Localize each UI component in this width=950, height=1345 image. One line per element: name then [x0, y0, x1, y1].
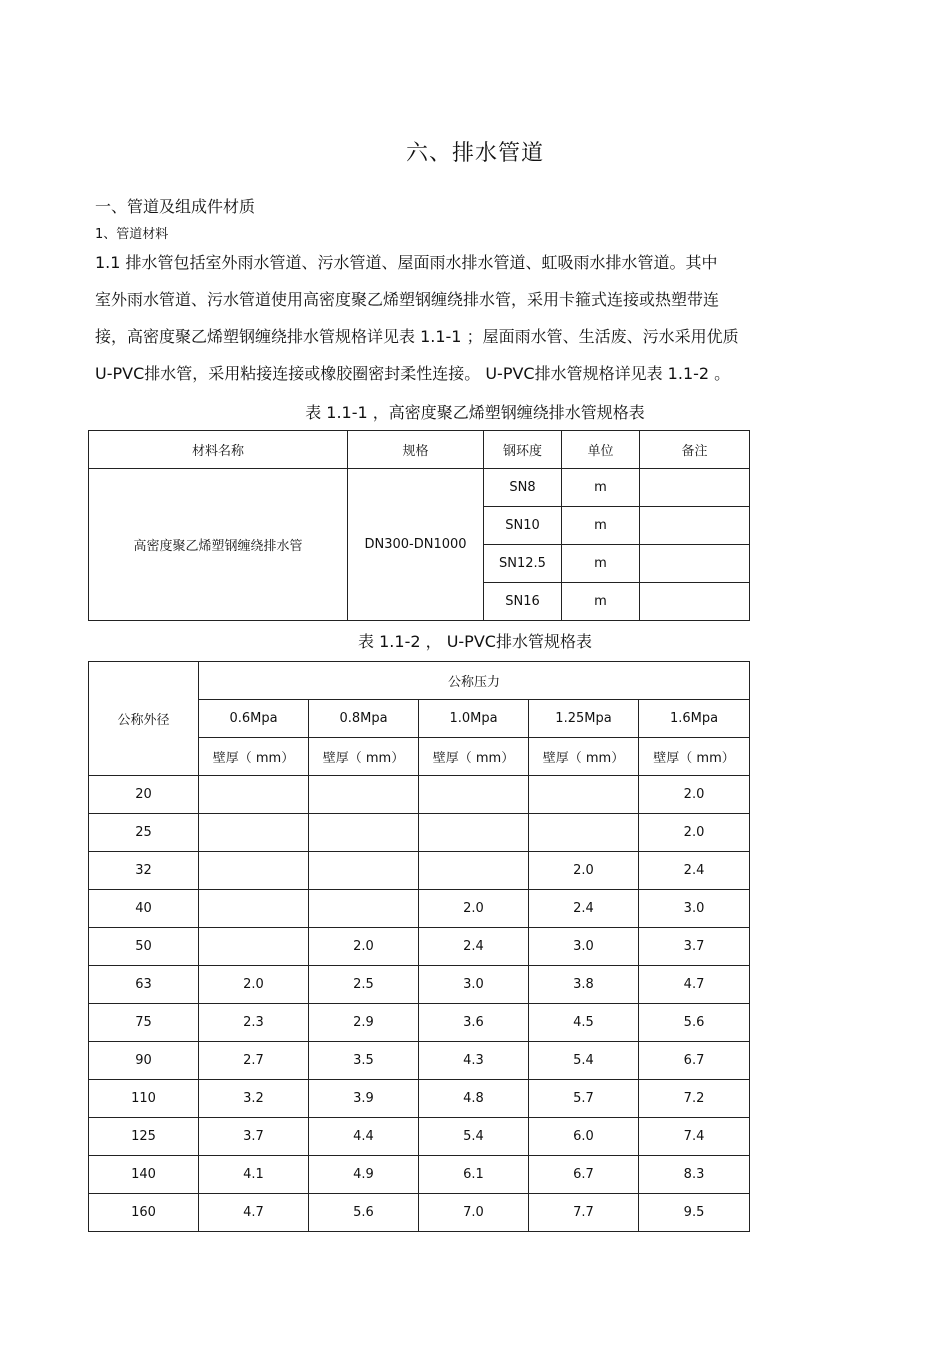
- wall-thickness-cell: 2.0: [639, 814, 750, 852]
- wall-thickness-cell: 4.5: [529, 1004, 639, 1042]
- section-heading: 一、管道及组成件材质: [95, 197, 256, 216]
- outer-diameter-cell: 110: [89, 1080, 199, 1118]
- wall-thickness-cell: 9.5: [639, 1194, 750, 1232]
- wall-thickness-cell: [529, 814, 639, 852]
- wall-thickness-cell: 4.1: [199, 1156, 309, 1194]
- wall-thickness-cell: [199, 776, 309, 814]
- table-row: [89, 776, 750, 814]
- wall-thickness-cell: 2.0: [639, 776, 750, 814]
- wall-thickness-cell: 4.7: [199, 1194, 309, 1232]
- table-row: [89, 1156, 750, 1194]
- table2-caption: 表 1.1-2 ， U-PVC排水管规格表: [358, 632, 592, 651]
- wall-thickness-cell: [419, 814, 529, 852]
- wall-thickness-cell: 7.7: [529, 1194, 639, 1232]
- header-unit: 单位: [562, 431, 640, 469]
- wall-thickness-cell: 6.0: [529, 1118, 639, 1156]
- wall-thickness-cell: 2.4: [529, 890, 639, 928]
- wall-thickness-cell: [309, 890, 419, 928]
- wall-thickness-cell: 6.7: [529, 1156, 639, 1194]
- wall-thickness-cell: 3.9: [309, 1080, 419, 1118]
- wall-thickness-cell: 8.3: [639, 1156, 750, 1194]
- note-cell: [640, 545, 750, 583]
- stiffness-cell: SN16: [484, 583, 562, 621]
- spec-cell: DN300-DN1000: [348, 469, 484, 621]
- table-row: [89, 966, 750, 1004]
- wall-thickness-cell: 7.2: [639, 1080, 750, 1118]
- upvc-pipe-spec-table: [88, 661, 750, 1232]
- wall-thickness-cell: 2.4: [419, 928, 529, 966]
- table-row: [89, 928, 750, 966]
- pressure-header: 1.6Mpa: [639, 700, 750, 738]
- wall-thickness-cell: 4.3: [419, 1042, 529, 1080]
- wall-thickness-cell: 2.9: [309, 1004, 419, 1042]
- wall-thickness-cell: [419, 852, 529, 890]
- wall-thickness-header: 壁厚（ mm）: [529, 738, 639, 776]
- header-material: 材料名称: [89, 431, 348, 469]
- table-row: [89, 852, 750, 890]
- wall-thickness-cell: 4.9: [309, 1156, 419, 1194]
- outer-diameter-cell: 20: [89, 776, 199, 814]
- wall-thickness-cell: [199, 852, 309, 890]
- wall-thickness-cell: 4.8: [419, 1080, 529, 1118]
- paragraph-line: 室外雨水管道、污水管道使用高密度聚乙烯塑钢缠绕排水管，采用卡箍式连接或热塑带连: [95, 290, 720, 309]
- wall-thickness-cell: 2.7: [199, 1042, 309, 1080]
- page-title: 六、排水管道: [405, 141, 544, 166]
- hdpe-pipe-spec-table: [88, 430, 750, 621]
- wall-thickness-cell: 6.7: [639, 1042, 750, 1080]
- wall-thickness-cell: 2.4: [639, 852, 750, 890]
- table1-caption: 表 1.1-1 ，高密度聚乙烯塑钢缠绕排水管规格表: [305, 403, 645, 422]
- wall-thickness-cell: 5.6: [309, 1194, 419, 1232]
- outer-diameter-cell: 63: [89, 966, 199, 1004]
- paragraph-line: 1.1 排水管包括室外雨水管道、污水管道、屋面雨水排水管道、虹吸雨水排水管道。其中: [95, 253, 718, 272]
- wall-thickness-cell: 3.0: [529, 928, 639, 966]
- wall-thickness-cell: [199, 928, 309, 966]
- wall-thickness-cell: [309, 814, 419, 852]
- wall-thickness-cell: [529, 776, 639, 814]
- outer-diameter-cell: 32: [89, 852, 199, 890]
- outer-diameter-cell: 25: [89, 814, 199, 852]
- wall-thickness-cell: [309, 852, 419, 890]
- outer-diameter-cell: 125: [89, 1118, 199, 1156]
- table-header-row: [89, 431, 750, 469]
- wall-thickness-cell: 5.4: [419, 1118, 529, 1156]
- outer-diameter-cell: 160: [89, 1194, 199, 1232]
- wall-thickness-cell: 3.7: [639, 928, 750, 966]
- wall-thickness-header: 壁厚（ mm）: [199, 738, 309, 776]
- table-row: [89, 890, 750, 928]
- unit-cell: m: [562, 469, 640, 507]
- wall-thickness-cell: 2.3: [199, 1004, 309, 1042]
- table-row: [89, 1042, 750, 1080]
- note-cell: [640, 507, 750, 545]
- note-cell: [640, 583, 750, 621]
- paragraph-line: U-PVC排水管，采用粘接连接或橡胶圈密封柔性连接。 U-PVC排水管规格详见表 1.1-2 。: [95, 364, 731, 383]
- note-cell: [640, 469, 750, 507]
- wall-thickness-cell: [199, 890, 309, 928]
- table-row: [89, 1080, 750, 1118]
- header-outer-diameter: 公称外径: [89, 662, 199, 776]
- wall-thickness-header: 壁厚（ mm）: [309, 738, 419, 776]
- table-row: [89, 1118, 750, 1156]
- upvc-table-body: [89, 776, 750, 1232]
- wall-thickness-cell: 2.0: [529, 852, 639, 890]
- wall-thickness-cell: [199, 814, 309, 852]
- material-cell: 高密度聚乙烯塑钢缠绕排水管: [89, 469, 348, 621]
- unit-cell: m: [562, 507, 640, 545]
- wall-thickness-header: 壁厚（ mm）: [419, 738, 529, 776]
- pressure-header: 1.25Mpa: [529, 700, 639, 738]
- wall-thickness-cell: 2.0: [309, 928, 419, 966]
- wall-thickness-cell: 5.6: [639, 1004, 750, 1042]
- wall-thickness-cell: 2.0: [419, 890, 529, 928]
- header-spec: 规格: [348, 431, 484, 469]
- wall-thickness-cell: 6.1: [419, 1156, 529, 1194]
- wall-thickness-cell: 4.7: [639, 966, 750, 1004]
- outer-diameter-cell: 75: [89, 1004, 199, 1042]
- wall-thickness-cell: 5.7: [529, 1080, 639, 1118]
- wall-thickness-cell: 3.7: [199, 1118, 309, 1156]
- wall-thickness-cell: 4.4: [309, 1118, 419, 1156]
- pressure-header: 1.0Mpa: [419, 700, 529, 738]
- stiffness-cell: SN8: [484, 469, 562, 507]
- paragraph-line: 接，高密度聚乙烯塑钢缠绕排水管规格详见表 1.1-1 ；屋面雨水管、生活废、污水采用优质: [95, 327, 739, 346]
- wall-thickness-cell: [419, 776, 529, 814]
- wall-thickness-cell: 3.5: [309, 1042, 419, 1080]
- wall-thickness-cell: 7.0: [419, 1194, 529, 1232]
- wall-thickness-cell: [309, 776, 419, 814]
- pressure-header: 0.6Mpa: [199, 700, 309, 738]
- wall-thickness-cell: 2.5: [309, 966, 419, 1004]
- wall-thickness-cell: 3.2: [199, 1080, 309, 1118]
- table-row: [89, 814, 750, 852]
- header-nominal-pressure: 公称压力: [199, 662, 750, 700]
- table-row: [89, 1194, 750, 1232]
- header-note: 备注: [640, 431, 750, 469]
- stiffness-cell: SN10: [484, 507, 562, 545]
- wall-thickness-cell: 7.4: [639, 1118, 750, 1156]
- unit-cell: m: [562, 583, 640, 621]
- outer-diameter-cell: 90: [89, 1042, 199, 1080]
- header-stiffness: 钢环度: [484, 431, 562, 469]
- table-row: [89, 469, 750, 507]
- table-row: [89, 1004, 750, 1042]
- stiffness-cell: SN12.5: [484, 545, 562, 583]
- wall-thickness-cell: 3.8: [529, 966, 639, 1004]
- outer-diameter-cell: 50: [89, 928, 199, 966]
- outer-diameter-cell: 140: [89, 1156, 199, 1194]
- table-header-row: [89, 662, 750, 700]
- wall-thickness-cell: 3.0: [639, 890, 750, 928]
- body-paragraph: [95, 244, 855, 392]
- pressure-header: 0.8Mpa: [309, 700, 419, 738]
- wall-thickness-cell: 3.0: [419, 966, 529, 1004]
- outer-diameter-cell: 40: [89, 890, 199, 928]
- unit-cell: m: [562, 545, 640, 583]
- wall-thickness-cell: 3.6: [419, 1004, 529, 1042]
- wall-thickness-header: 壁厚（ mm）: [639, 738, 750, 776]
- wall-thickness-cell: 2.0: [199, 966, 309, 1004]
- subsection-heading: 1、管道材料: [95, 227, 169, 242]
- wall-thickness-cell: 5.4: [529, 1042, 639, 1080]
